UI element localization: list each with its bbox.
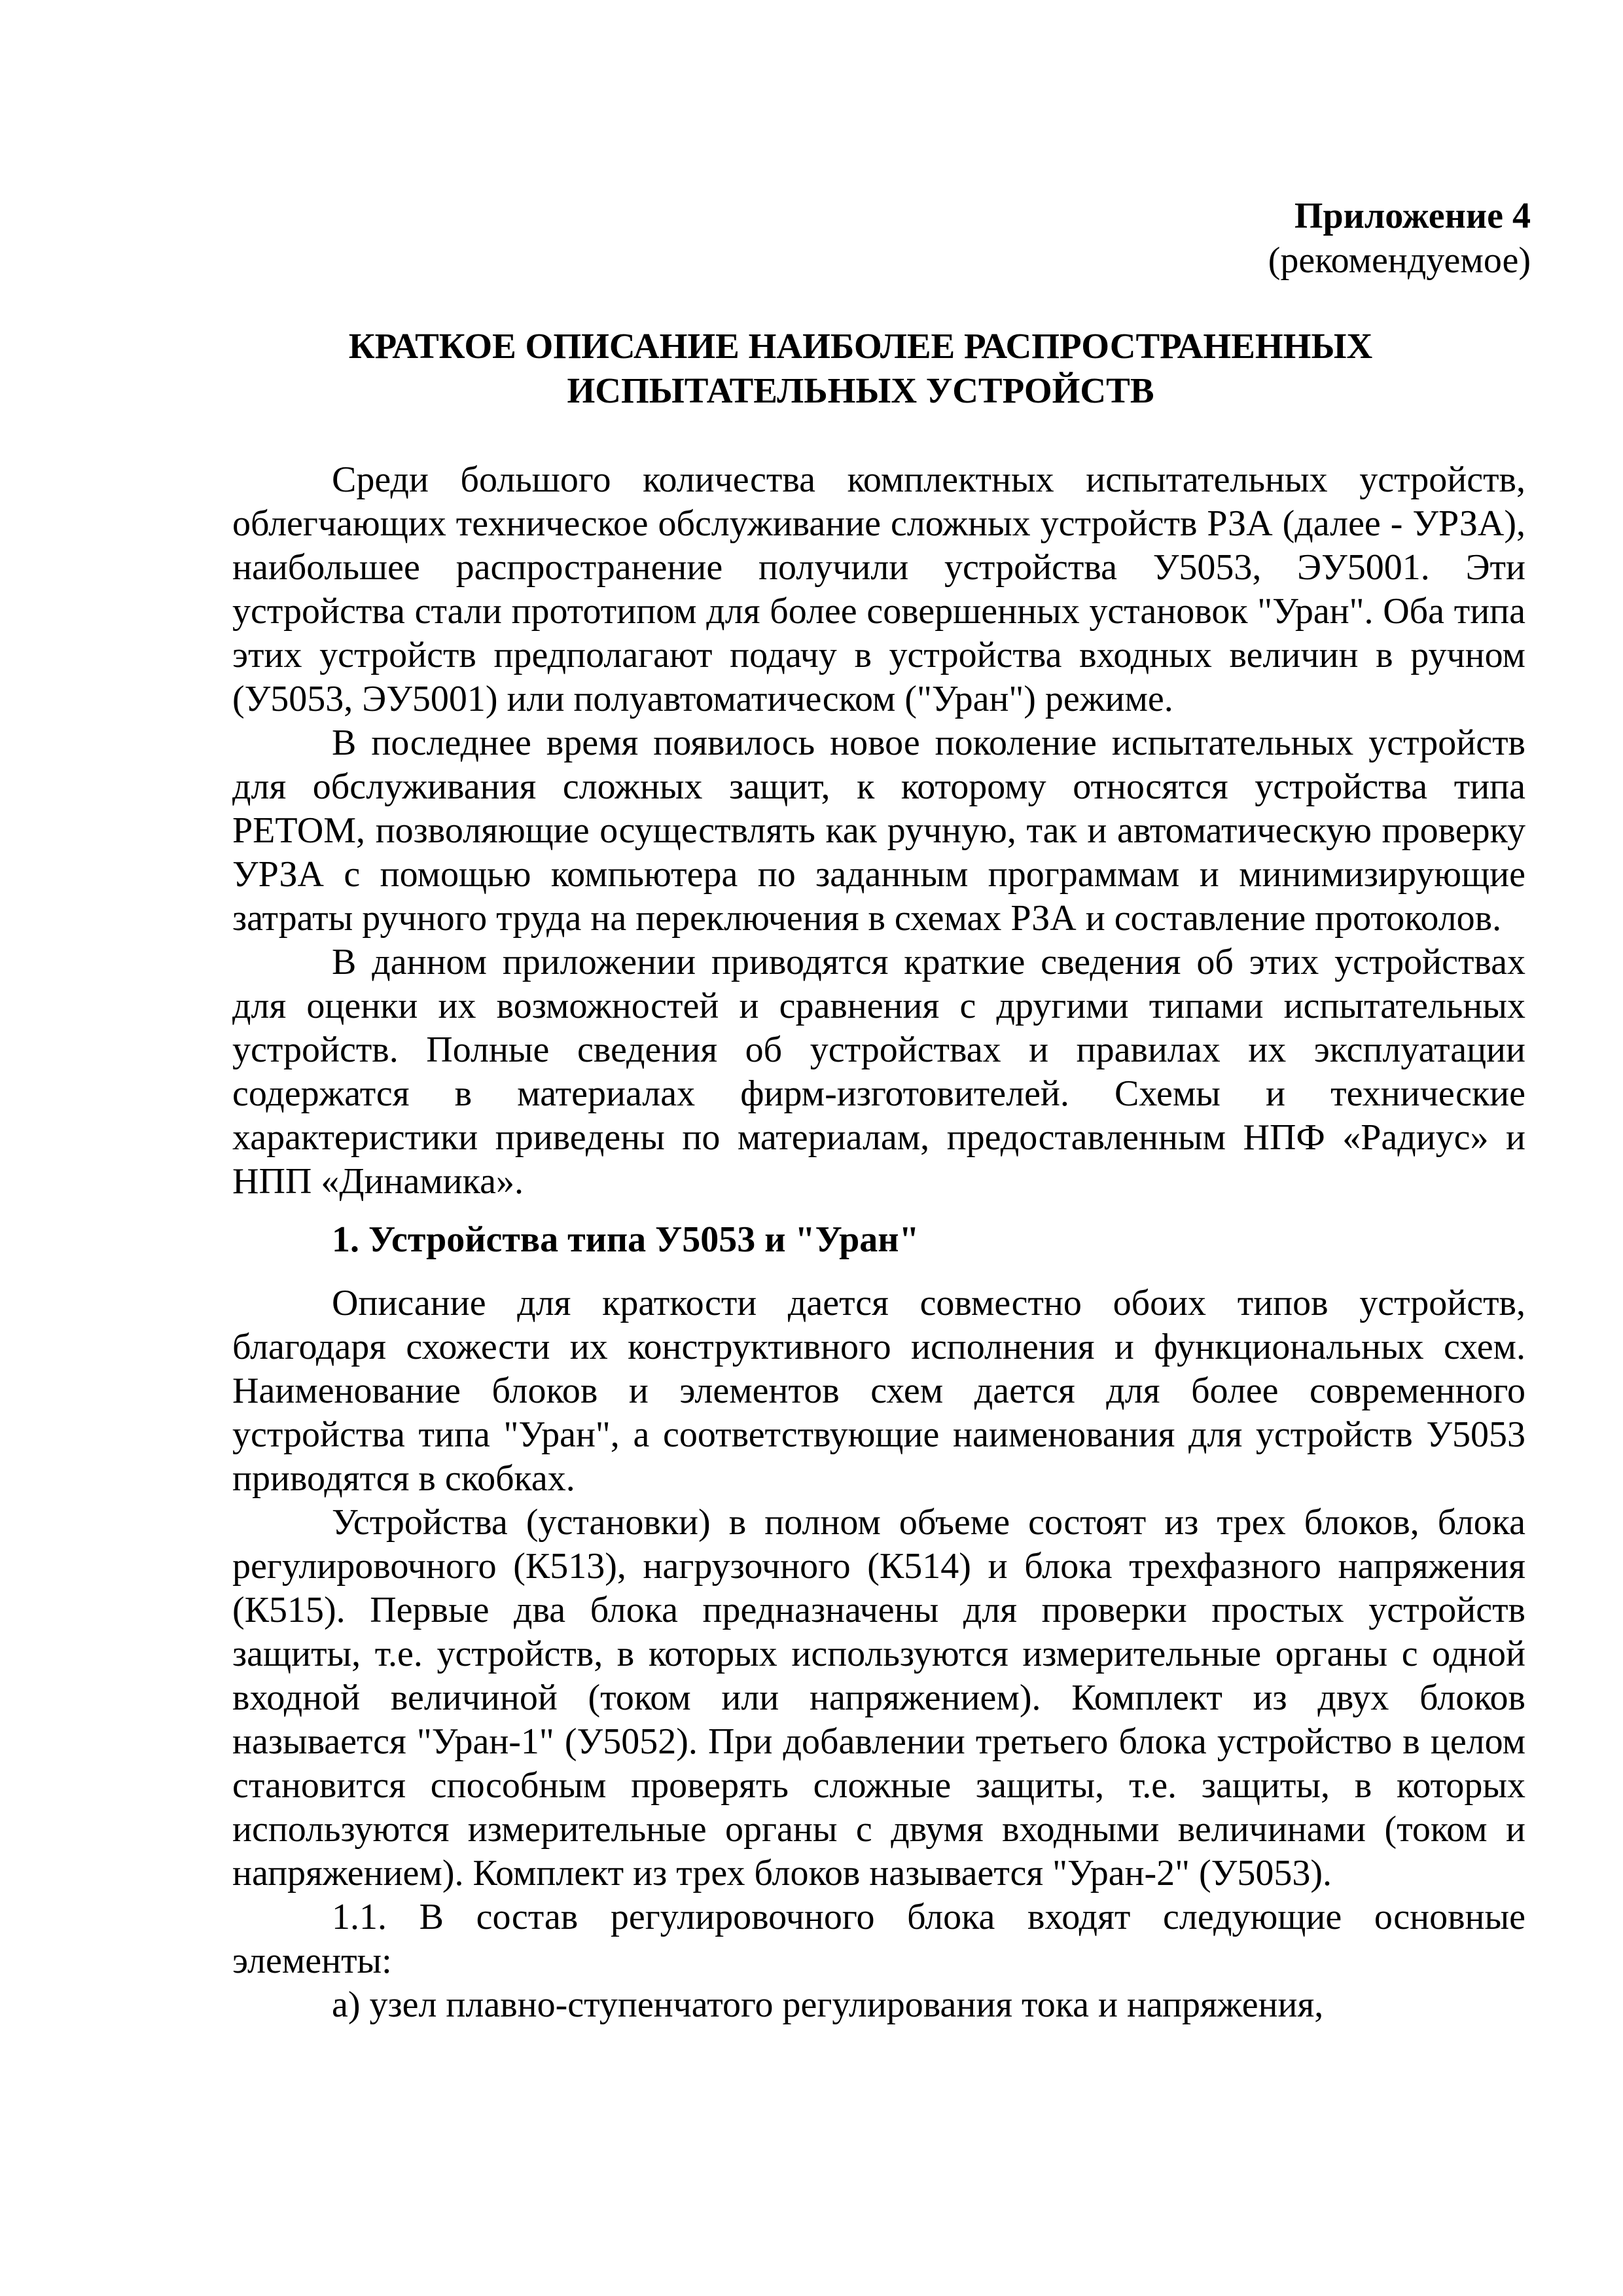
title-line-2: ИСПЫТАТЕЛЬНЫХ УСТРОЙСТВ	[567, 370, 1154, 410]
section-1-paragraph-4: а) узел плавно-ступенчатого регулирования тока и напряжения,	[332, 1984, 1324, 2025]
title-line-1: КРАТКОЕ ОПИСАНИЕ НАИБОЛЕЕ РАСПРОСТРАНЕННЫХ	[348, 326, 1373, 366]
section-1-paragraph-3: 1.1. В состав регулировочного блока входят следующие основные элементы:	[232, 1897, 1525, 1981]
intro-paragraph-3: В данном приложении приводятся краткие сведения об этих устройствах для оценки их возможностей и сравнения с другими типами испытательных устройств. Полные сведения об устройствах и правилах их эксплуатации содержатся в материалах фирм-изготовителей. Схемы и технические характеристики приведены по материалам, предоставленным НПФ «Радиус» и НПП «Динамика».	[232, 942, 1525, 1202]
appendix-header	[1268, 194, 1531, 283]
intro-paragraph-1: Среди большого количества комплектных испытательных устройств, облегчающих техническое обслуживание сложных устройств РЗА (далее - УРЗА), наибольшее распространение получили устройства У5053, ЭУ5001. Эти устройства стали прототипом для более совершенных установок "Уран". Оба типа этих устройств предполагают подачу в устройства входных величин в ручном (У5053, ЭУ5001) или полуавтоматическом ("Уран") режиме.	[232, 459, 1525, 719]
section-1-paragraph-2: Устройства (установки) в полном объеме состоят из трех блоков, блока регулировочного (К513), нагрузочного (К514) и блока трехфазного напряжения (К515). Первые два блока предназначены для проверки простых устройств защиты, т.е. устройств, в которых используются измерительные органы с одной входной величиной (током или напряжением). Комплект из двух блоков называется "Уран-1" (У5052). При добавлении третьего блока устройство в целом становится способным проверять сложные защиты, т.е. защиты, в которых используются измерительные органы с двумя входными величинами (током и напряжением). Комплект из трех блоков называется "Уран-2" (У5053).	[232, 1502, 1525, 1893]
section-1-paragraph-1: Описание для краткости дается совместно обоих типов устройств, благодаря схожести их конструктивного исполнения и функциональных схем. Наименование блоков и элементов схем дается для более современного устройства типа "Уран", а соответствующие наименования для устройств У5053 приводятся в скобках.	[232, 1283, 1525, 1499]
document-body	[232, 458, 1525, 2027]
section-1-heading: 1. Устройства типа У5053 и "Уран"	[332, 1219, 919, 1260]
appendix-number: Приложение 4	[1294, 196, 1531, 236]
document-title	[232, 324, 1489, 413]
appendix-type: (рекомендуемое)	[1268, 240, 1531, 281]
intro-paragraph-2: В последнее время появилось новое поколение испытательных устройств для обслуживания сложных защит, к которому относятся устройства типа РЕТОМ, позволяющие осуществлять как ручную, так и автоматическую проверку УРЗА с помощью компьютера по заданным программам и минимизирующие затраты ручного труда на переключения в схемах РЗА и составление протоколов.	[232, 723, 1525, 939]
